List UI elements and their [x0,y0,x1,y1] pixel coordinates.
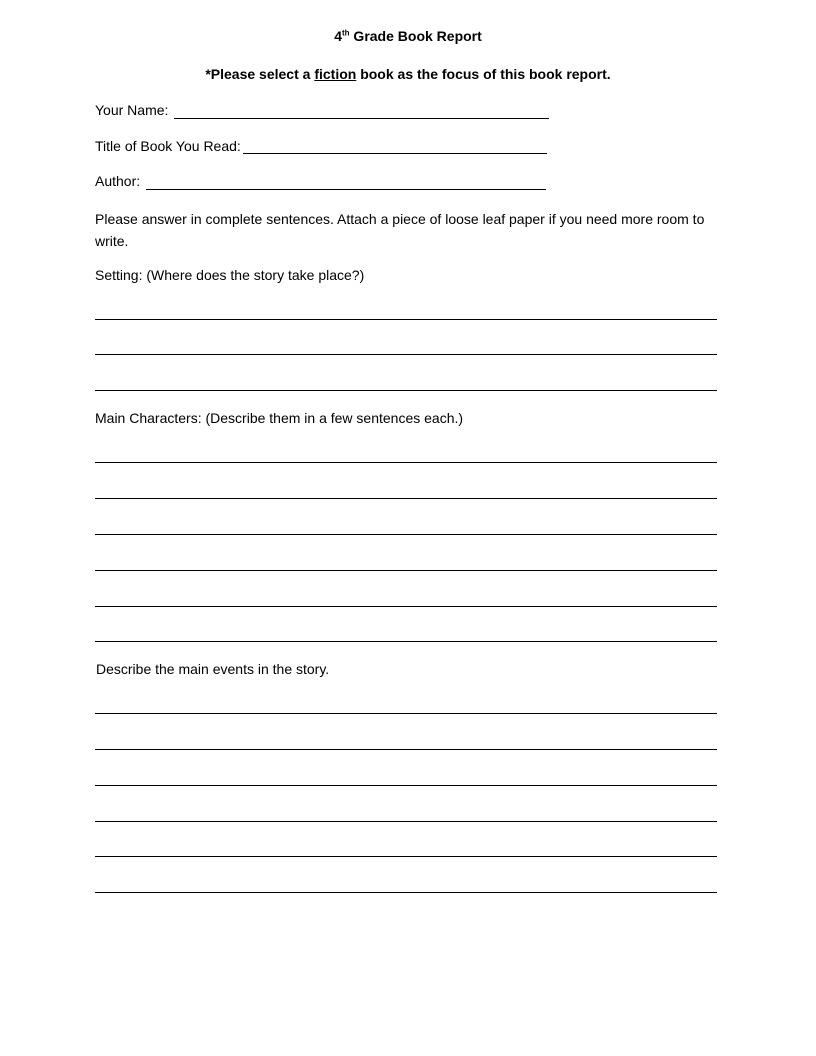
setting-answer-line[interactable] [95,354,717,355]
events-answer-line[interactable] [95,892,717,893]
characters-answer-line[interactable] [95,498,717,499]
events-answer-line[interactable] [95,749,717,750]
page-title [0,28,816,44]
characters-prompt: Main Characters: (Describe them in a few sentences each.) [95,410,464,426]
events-answer-line[interactable] [95,785,717,786]
events-answer-line[interactable] [95,856,717,857]
directions-paragraph: Please answer in complete sentences. Attach a piece of loose leaf paper if you need more room to write. [95,211,705,249]
book-title-label: Title of Book You Read: [95,138,241,154]
setting-answer-line[interactable] [95,319,717,320]
name-field-line[interactable] [174,118,549,119]
setting-prompt: Setting: (Where does the story take place?) [95,267,365,283]
characters-answer-line[interactable] [95,534,717,535]
book-title-field-line[interactable] [243,153,547,154]
characters-answer-line[interactable] [95,606,717,607]
fiction-instruction [0,66,816,82]
characters-answer-line[interactable] [95,570,717,571]
characters-answer-line[interactable] [95,641,717,642]
author-field-line[interactable] [146,189,546,190]
events-answer-line[interactable] [95,821,717,822]
characters-answer-line[interactable] [95,462,717,463]
name-label: Your Name: [95,102,169,118]
instruction-prefix: *Please select a [205,66,315,82]
events-answer-line[interactable] [95,713,717,714]
setting-answer-line[interactable] [95,390,717,391]
title-superscript: th [341,28,350,38]
instruction-suffix: book as the focus of this book report. [356,66,611,82]
title-number: 4 [334,28,342,44]
events-prompt: Describe the main events in the story. [96,661,330,677]
instruction-emphasis: fiction [314,66,357,82]
title-text: Grade Book Report [349,28,482,44]
author-label: Author: [95,173,141,189]
